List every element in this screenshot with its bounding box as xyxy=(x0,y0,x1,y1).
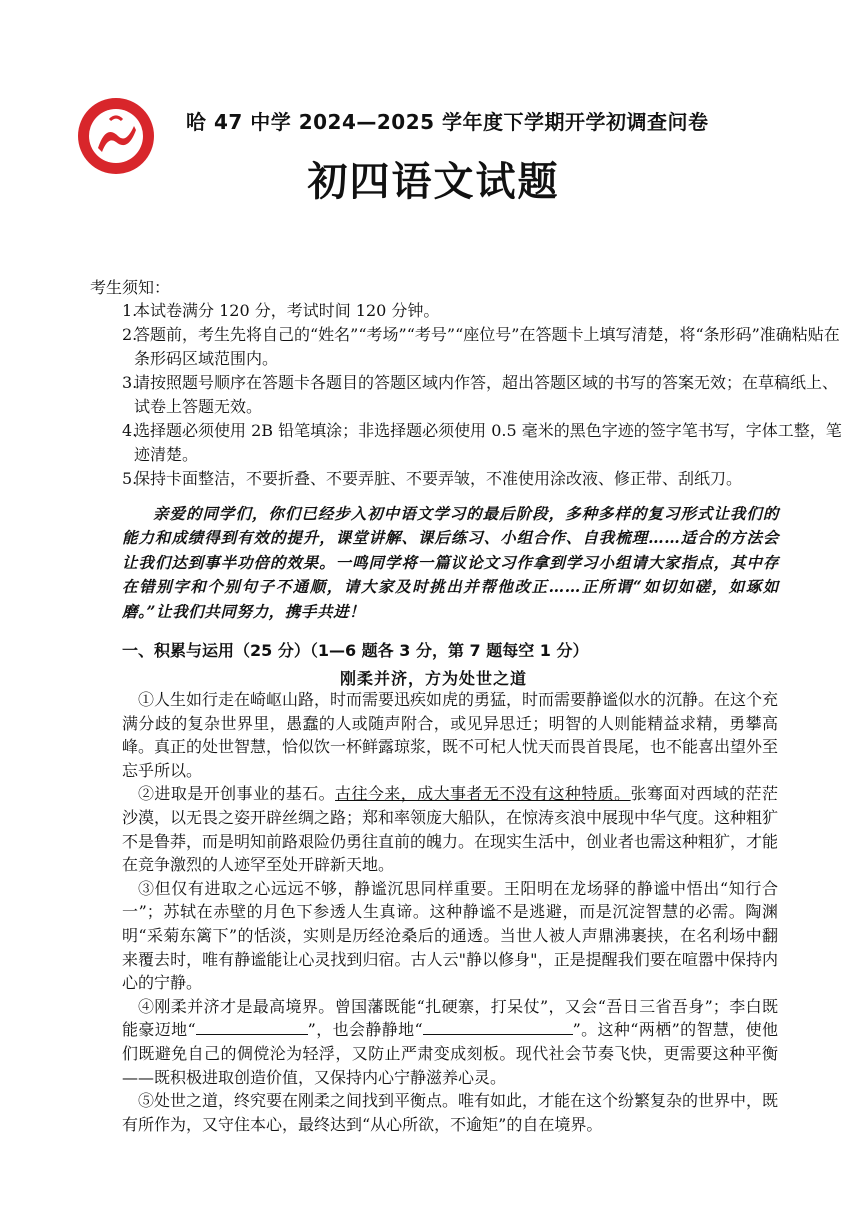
essay-paragraph-1: ①人生如行走在崎岖山路，时而需要迅疾如虎的勇猛，时而需要静谧似水的沉静。在这个充满分歧的复杂世界里，愚蠢的人或随声附合，或见异思迁；明智的人则能精益求精，勇攀高峰。真正的处世智慧，恰似饮一杯鲜露琼浆，既不可杞人忧天而畏首畏尾，也不能喜出望外至忘乎所以。 xyxy=(122,690,779,780)
essay-paragraph-4: ④刚柔并济才是最高境界。曾国藩既能“扎硬寨，打呆仗”，又会“吾日三省吾身”；李白既能豪迈地“ ”，也会静静地“ ”。这种“两栖”的智慧，使他们既避免自己的倜傥沦为轻浮，又防止严肃变成刻板。现代社会节奏飞快，更需要这种平衡——既积极进取创造价值，又保持内心宁静滋养心灵。 xyxy=(122,996,778,1087)
exam-notice xyxy=(90,277,842,491)
logo-year: 1963 xyxy=(107,156,125,164)
underlined-sentence: 古往今来，成大事者无不没有这种特质。 xyxy=(335,784,631,804)
school-title: 哈 47 中学 2024—2025 学年度下学期开学初调查问卷 xyxy=(186,110,709,134)
essay-paragraph-3: ③但仅有进取之心远远不够，静谧沉思同样重要。王阳明在龙场驿的静谧中悟出“知行合一”；苏轼在赤壁的月色下参透人生真谛。这种静谧不是逃避，而是沉淀智慧的必需。陶渊明“采菊东篱下”的恬淡，实则是历经沧桑后的通透。当世人被人声鼎沸裹挟，在名利场中翻来覆去时，唯有静谧能让心灵找到归宿。古人云"静以修身"，正是提醒我们要在喧嚣中保持内心的宁静。 xyxy=(122,878,778,993)
essay-title: 刚柔并济，方为处世之道 xyxy=(339,669,527,688)
notice-heading: 考生须知： xyxy=(90,278,171,297)
notice-rule: 5. 保持卡面整洁，不要折叠、不要弄脏、不要弄皱，不准使用涂改液、修正带、刮纸刀。 xyxy=(122,469,743,488)
exam-title: 初四语文试题 xyxy=(307,158,560,205)
essay-paragraph-5: ⑤处世之道，终究要在刚柔之间找到平衡点。唯有如此，才能在这个纷繁复杂的世界中，既有所作为，又守住本心，最终达到“从心所欲，不逾矩”的自在境界。 xyxy=(122,1091,779,1134)
fill-blank-2[interactable] xyxy=(423,1020,573,1035)
notice-rule: 3. 请按照题号顺序在答题卡各题目的答题区域内作答，超出答题区域的书写的答案无效；在草稿纸上、试卷上答题无效。 xyxy=(122,373,839,416)
essay-paragraph-2: ②进取是开创事业的基石。古往今来，成大事者无不没有这种特质。张骞面对西域的茫茫沙漠，以无畏之姿开辟丝绸之路；郑和率领庞大船队，在惊涛亥浪中展现中华气度。这种粗犷不是鲁莽，而是明知前路艰险仍勇往直前的魄力。在现实生活中，创业者也需这种粗犷，才能在竞争激烈的人迹罕至处开辟新天地。 xyxy=(122,784,779,875)
essay-body xyxy=(122,688,778,1136)
notice-rule: 1. 本试卷满分 120 分，考试时间 120 分钟。 xyxy=(122,301,440,320)
notice-rule: 2. 答题前，考生先将自己的“姓名”“考场”“考号”“座位号”在答题卡上填写清楚，将“条形码”准确粘贴在条形码区域范围内。 xyxy=(122,325,840,368)
intro-paragraph: 亲爱的同学们，你们已经步入初中语文学习的最后阶段，多种多样的复习形式让我们的能力和成绩得到有效的提升，课堂讲解、课后练习、小组合作、自我梳理……适合的方法会让我们达到事半功倍的效果。一鸣同学将一篇议论文习作拿到学习小组请大家指点，其中存在错别字和个别句子不通顺，请大家及时挑出并帮他改正……正所谓“如切如磋，如琢如磨。”让我们共同努力，携手共进！ xyxy=(122,504,779,621)
fill-blank-1[interactable] xyxy=(196,1020,308,1035)
notice-rule: 4. 选择题必须使用 2B 铅笔填涂；非选择题必须使用 0.5 毫米的黑色字迹的签字笔书写，字体工整，笔迹清楚。 xyxy=(122,421,842,464)
section-heading: 一、积累与运用（25 分）（1—6 题各 3 分，第 7 题每空 1 分） xyxy=(122,641,589,660)
